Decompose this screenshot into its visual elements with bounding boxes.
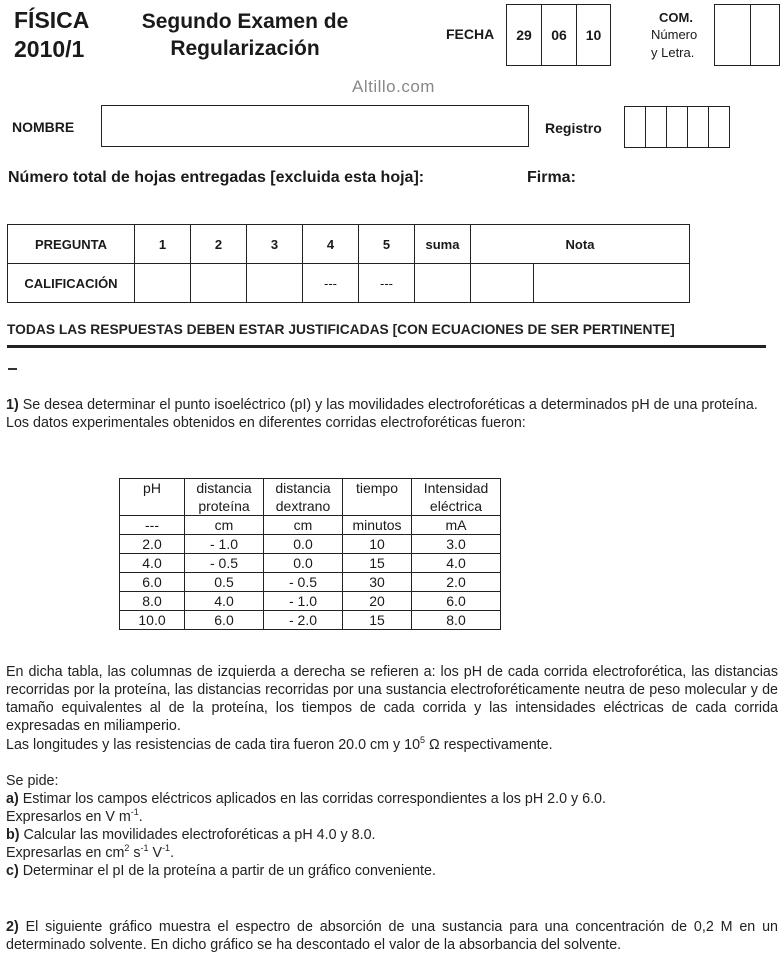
table-row: [120, 592, 501, 611]
q1-header-dist-proteina: distancia proteína: [185, 479, 264, 516]
q1-part-b: [6, 826, 778, 844]
q1-a-units-end: .: [138, 809, 143, 825]
q1-part-c: [6, 862, 778, 880]
com-letra-label: y Letra.: [651, 45, 695, 60]
q2-number: 2): [6, 919, 19, 935]
q1-cell: - 0.5: [185, 554, 264, 573]
q1-header-intensidad: Intensidad eléctrica: [412, 479, 501, 516]
registro-digit-box[interactable]: [666, 106, 688, 148]
subject-title: FÍSICA: [14, 7, 90, 33]
q1-cell: 15: [343, 554, 412, 573]
q1-cell: 4.0: [412, 554, 501, 573]
question-5-header: 5: [359, 225, 415, 264]
q1-intro-text: Se desea determinar el punto isoeléctrico (pI) y las movilidades electroforéticas a determinados pH de una proteína. Los datos experimentales obtenidos en diferentes corridas electroforéticas fueron:: [6, 397, 758, 431]
nota-cell-b[interactable]: [534, 264, 690, 303]
grades-header-row: [8, 225, 690, 264]
q1-cell: 8.0: [120, 592, 185, 611]
q1-cell: 0.0: [264, 554, 343, 573]
q1-cell: 0.0: [264, 535, 343, 554]
pregunta-header: PREGUNTA: [8, 225, 135, 264]
q1-part-a: [6, 790, 778, 808]
q1-a-units-text: Expresarlos en V m: [6, 809, 131, 825]
q1-header-dist-dextrano: distancia dextrano: [264, 479, 343, 516]
fecha-year-box: 10: [576, 4, 611, 66]
exam-title-line1: Segundo Examen de: [141, 10, 349, 33]
q1-cell: 6.0: [412, 592, 501, 611]
q1-cell: 2.0: [120, 535, 185, 554]
q1-cell: 6.0: [185, 611, 264, 630]
nombre-field[interactable]: [101, 105, 529, 147]
table-row: [120, 554, 501, 573]
question-4-header: 4: [303, 225, 359, 264]
q1-b-units-end: .: [170, 845, 175, 861]
q1-b-units-text: Expresarlas en cm: [6, 845, 125, 861]
q1-cell: 0.5: [185, 573, 264, 592]
q1-lengths-text: Las longitudes y las resistencias de cada tira fueron 20.0 cm y 10: [6, 737, 421, 753]
score-3-cell[interactable]: [247, 264, 303, 303]
q1-table-header-row: [120, 479, 501, 516]
q1-c-text: Determinar el pI de la proteína a partir de un gráfico conveniente.: [18, 863, 436, 879]
fecha-month-box: 06: [541, 4, 577, 66]
registro-digit-box[interactable]: [687, 106, 709, 148]
q1-cell: - 0.5: [264, 573, 343, 592]
question-3-header: 3: [247, 225, 303, 264]
q1-cell: - 1.0: [185, 535, 264, 554]
exam-title-line2: Regularización: [170, 37, 320, 60]
registro-field[interactable]: [624, 106, 730, 148]
q1-b-units-exp2: -1: [140, 843, 149, 854]
q2-text: [6, 918, 778, 954]
q1-cell: 4.0: [185, 592, 264, 611]
stray-mark: [8, 368, 17, 370]
com-label: COM.: [659, 10, 693, 25]
q1-cell: 2.0: [412, 573, 501, 592]
com-numero-label: Número: [651, 27, 698, 42]
q1-cell: 3.0: [412, 535, 501, 554]
q1-cell: 6.0: [120, 573, 185, 592]
table-row: [120, 611, 501, 630]
q1-b-units-exp3: -1: [162, 843, 171, 854]
q1-cell: 30: [343, 573, 412, 592]
q1-table-units-row: [120, 516, 501, 535]
registro-digit-box[interactable]: [708, 106, 730, 148]
year-title: 2010/1: [14, 36, 85, 62]
q1-explanation: En dicha tabla, las columnas de izquierda a derecha se refieren a: los pH de cada corrida electroforética, las distancias recorridas por la proteína, las distancias recorridas por una sustancia electroforéticamente neutra de peso molecular y de tamaño equivalentes al de la proteína, los tiempos de cada corrida y las intensidades eléctricas de cada corrida expresadas en miliamperio.: [6, 664, 778, 734]
table-row: [120, 535, 501, 554]
fecha-day-box: 29: [506, 4, 542, 66]
q1-header-ph: pH: [120, 479, 185, 516]
question-1-header: 1: [135, 225, 191, 264]
q1-data-table: [119, 478, 501, 630]
grades-score-row: [8, 264, 690, 303]
nota-header: Nota: [471, 225, 690, 264]
watermark: Altillo.com: [352, 77, 435, 96]
firma-label: Firma:: [527, 169, 576, 186]
q1-cell: 8.0: [412, 611, 501, 630]
nota-cell-a[interactable]: [471, 264, 534, 303]
instructions-underline: [7, 345, 766, 348]
q2-body: El siguiente gráfico muestra el espectro de absorción de una sustancia para una concentración de 0,2 M en un determinado solvente. En dicho gráfico se ha descontado el valor de la absorbancia del solvente.: [6, 919, 778, 953]
q1-cell: - 2.0: [264, 611, 343, 630]
q1-cell: 15: [343, 611, 412, 630]
com-numero-box[interactable]: [714, 4, 751, 66]
se-pide-label: Se pide:: [6, 773, 59, 789]
q1-cell: - 1.0: [264, 592, 343, 611]
calificacion-label: CALIFICACIÓN: [8, 264, 135, 303]
q1-unit-ph: ---: [120, 516, 185, 535]
q1-header-tiempo: tiempo: [343, 479, 412, 516]
q1-cell: 20: [343, 592, 412, 611]
hojas-label: Número total de hojas entregadas [excluida esta hoja]:: [8, 169, 425, 186]
table-row: [120, 573, 501, 592]
q1-b-units-v: V: [148, 845, 163, 861]
com-letra-box[interactable]: [750, 4, 780, 66]
q1-a-text: Estimar los campos eléctricos aplicados en las corridas correspondientes a los pH 2.0 y 6.0.: [18, 791, 606, 807]
registro-label: Registro: [545, 120, 602, 136]
q1-intro: [6, 396, 778, 432]
nombre-label: NOMBRE: [12, 119, 75, 135]
score-5-cell: ---: [359, 264, 415, 303]
q1-cell: 4.0: [120, 554, 185, 573]
grades-table: [7, 224, 690, 303]
q1-cell: 10.0: [120, 611, 185, 630]
q1-number: 1): [6, 397, 19, 413]
q1-lengths-exp: 5: [420, 735, 426, 746]
fecha-label: FECHA: [446, 26, 495, 42]
question-2-header: 2: [191, 225, 247, 264]
score-1-cell[interactable]: [135, 264, 191, 303]
q1-a-units: [6, 808, 143, 826]
q1-unit-intensidad: mA: [412, 516, 501, 535]
q1-unit-dist-dextrano: cm: [264, 516, 343, 535]
q1-unit-tiempo: minutos: [343, 516, 412, 535]
q1-lengths-end: Ω respectivamente.: [425, 737, 553, 753]
score-2-cell[interactable]: [191, 264, 247, 303]
q1-unit-dist-proteina: cm: [185, 516, 264, 535]
registro-digit-box[interactable]: [645, 106, 667, 148]
suma-cell[interactable]: [415, 264, 471, 303]
q1-cell: 10: [343, 535, 412, 554]
q1-b-label: b): [6, 827, 20, 843]
q1-a-units-exp: -1: [130, 807, 139, 818]
instructions-text: TODAS LAS RESPUESTAS DEBEN ESTAR JUSTIFICADAS [CON ECUACIONES DE SER PERTINENTE]: [7, 322, 675, 337]
q1-a-label: a): [6, 791, 19, 807]
score-4-cell: ---: [303, 264, 359, 303]
q1-b-units-s: s: [129, 845, 141, 861]
q1-b-units-exp1: 2: [124, 843, 130, 854]
q1-c-label: c): [6, 863, 19, 879]
q1-b-units: [6, 844, 174, 862]
registro-digit-box[interactable]: [624, 106, 646, 148]
q1-lengths: [6, 736, 778, 754]
suma-header: suma: [415, 225, 471, 264]
q1-b-text: Calcular las movilidades electroforéticas a pH 4.0 y 8.0.: [19, 827, 376, 843]
